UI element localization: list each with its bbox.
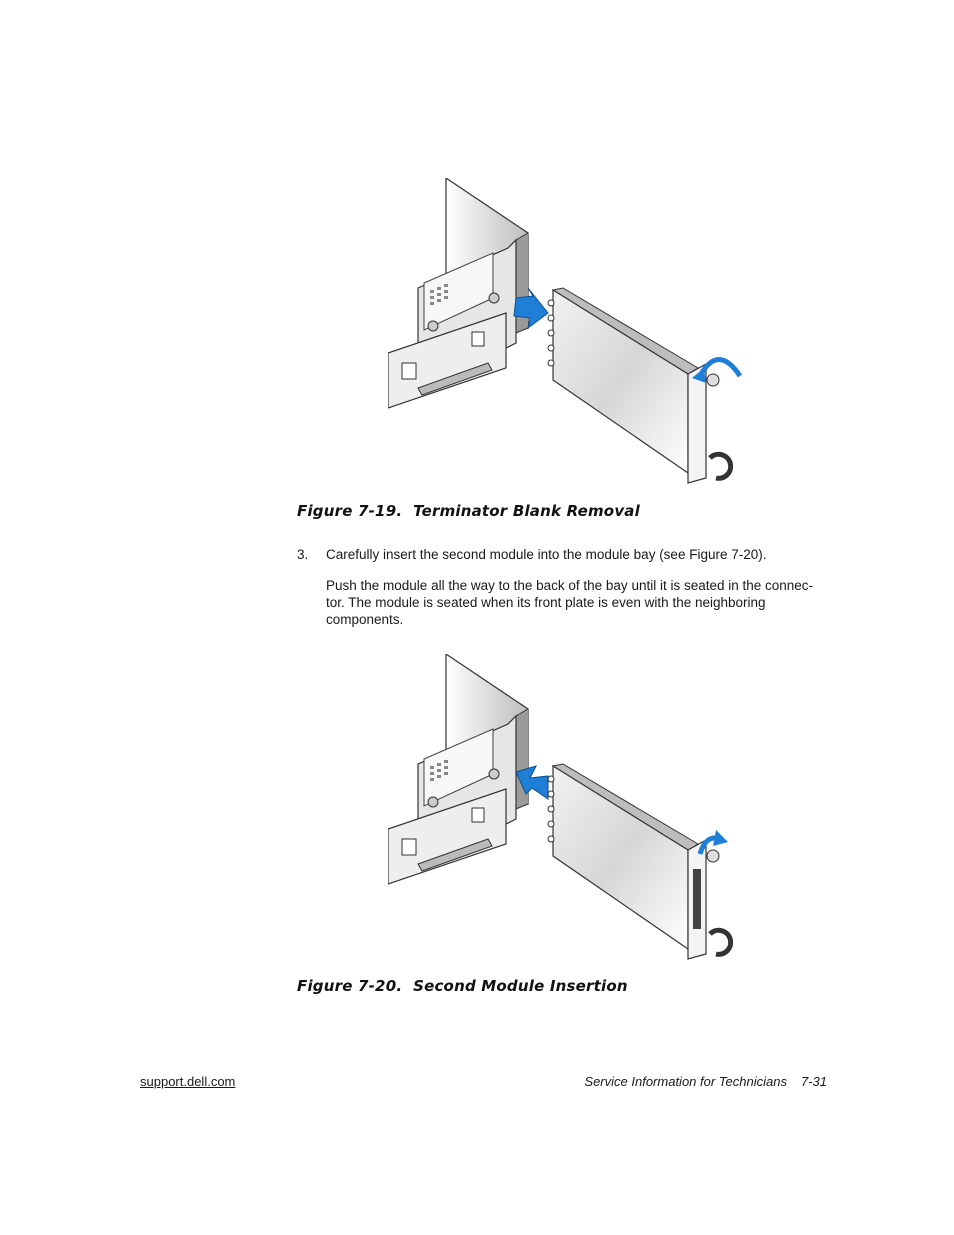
step-detail-line: tor. The module is seated when its front plate is even with the neighboring xyxy=(326,595,766,610)
second-module-insertion-illustration xyxy=(388,654,748,960)
footer-section: Service Information for Technicians xyxy=(584,1074,787,1089)
step-detail xyxy=(326,577,834,628)
step-number: 3. xyxy=(297,547,309,562)
figure-title: Second Module Insertion xyxy=(413,977,628,995)
step-text: Carefully insert the second module into the module bay (see Figure 7-20). xyxy=(326,547,767,562)
terminator-blank xyxy=(548,288,731,483)
figure-number: Figure 7-20. xyxy=(297,977,403,995)
step-detail-line: Push the module all the way to the back of the bay until it is seated in the connec- xyxy=(326,578,814,593)
figure-title: Terminator Blank Removal xyxy=(413,502,640,520)
terminator-blank-removal-illustration xyxy=(388,178,748,484)
page-number: 7-31 xyxy=(800,1074,827,1089)
support-link[interactable]: support.dell.com xyxy=(140,1074,236,1089)
step-detail-line: components. xyxy=(326,612,404,627)
module xyxy=(548,764,731,959)
figure-number: Figure 7-19. xyxy=(297,502,403,520)
figure-caption xyxy=(297,502,640,520)
chassis xyxy=(388,654,528,884)
chassis xyxy=(388,178,528,408)
page-footer xyxy=(584,1074,827,1089)
figure-caption xyxy=(297,977,628,995)
